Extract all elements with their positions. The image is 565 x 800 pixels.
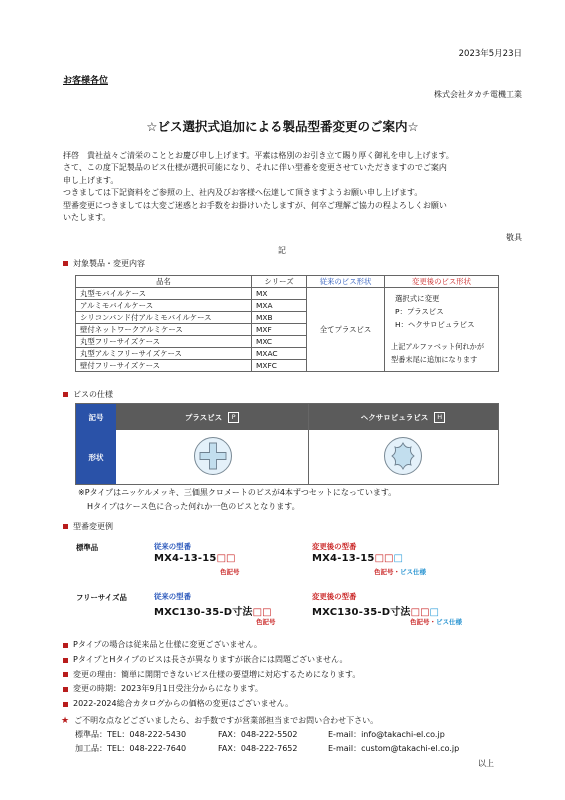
header-code-label: 記号 [76, 404, 116, 430]
header-hexalobular-screw: ヘクサロビュラビス H [308, 404, 498, 430]
new-std-spec-label: 色記号・ビス仕様 [374, 568, 426, 576]
header-shape-label: 形状 [76, 430, 116, 484]
old-free-color-code-label: 色記号 [256, 618, 276, 626]
section-screw-heading: ビスの仕様 [63, 389, 113, 400]
body-line: つきましては下記資料をご参照の上、社内及びお客様へ伝達して頂きますようお願い申し上げます。 [63, 188, 423, 198]
table-row: 丸型アルミフリーサイズケース MXAC [76, 348, 499, 360]
bullet-square-icon [63, 524, 68, 529]
document-date: 2023年5月23日 [458, 49, 522, 59]
col-header-series: シリーズ [252, 276, 307, 288]
body-line: 申し上げます。 [63, 175, 119, 185]
col-header-old-shape: 従来のビス形状 [307, 276, 385, 288]
table-row: 壁付ネットワークアルミケース MXF [76, 324, 499, 336]
screw-note-1: ※Pタイプはニッケルメッキ、三価黒クロメートのビスが4本ずつセットになっています。 [78, 488, 397, 497]
ki-mark: 記 [278, 246, 286, 255]
plus-screw-icon [193, 436, 233, 476]
hexalobular-screw-icon [383, 436, 423, 476]
table-row: 丸型フリーサイズケース MXC 上記アルファベット何れかが 型番末尾に追加になります [76, 336, 499, 348]
new-model-standard: MX4-13-15□□□ [312, 553, 403, 564]
new-model-heading: 変更後の型番 [312, 542, 357, 551]
contact-standard-fax: FAX：048-222-5502 [218, 730, 298, 739]
new-shape-note-cell: 上記アルファベット何れかが 型番末尾に追加になります [385, 336, 499, 372]
old-model-standard: MX4-13-15□□ [154, 553, 236, 564]
contact-custom-tel: 加工品：TEL：048-222-7640 [75, 744, 187, 753]
old-std-color-code-label: 色記号 [220, 568, 240, 576]
list-item: 2022-2024総合カタログからの価格の変更はございません。 [63, 697, 360, 712]
star-icon: ★ [61, 716, 70, 726]
standard-label: 標準品 [76, 543, 99, 552]
list-item: PタイプとHタイプのビスは長さが異なりますが嵌合には問題ございません。 [63, 653, 360, 668]
bullet-square-icon [63, 643, 68, 648]
notes-list [63, 638, 360, 712]
screw-spec-table [75, 403, 499, 485]
bullet-square-icon [63, 702, 68, 707]
body-line: いたします。 [63, 213, 111, 223]
list-item: 変更の時期：2023年9月1日受注分からになります。 [63, 682, 360, 697]
page-title: ☆ビス選択式追加による製品型番変更のご案内☆ [146, 119, 419, 134]
company-name: 株式会社タカチ電機工業 [434, 90, 522, 99]
body-line: さて、この度下記製品のビス仕様が選択可能になり、それに伴い型番を変更させていただきますのでご案内 [63, 163, 447, 173]
product-table [75, 275, 499, 372]
column-divider [308, 404, 309, 484]
section-products-heading: 対象製品・変更内容 [63, 258, 145, 269]
col-header-name: 品名 [76, 276, 252, 288]
contact-standard-email[interactable]: E-mail：info@takachi-el.co.jp [328, 730, 445, 739]
end-mark: 以上 [478, 759, 494, 768]
contact-intro: ★ ご不明な点などございましたら、お手数ですが営業部担当までお問い合わせ下さい。 [61, 716, 379, 726]
table-row: シリコンバンド付アルミモバイルケース MXB [76, 312, 499, 324]
freesize-label: フリーサイズ品 [76, 593, 127, 602]
contact-custom-fax: FAX：048-222-7652 [218, 744, 298, 753]
old-model-heading: 従来の型番 [154, 592, 191, 601]
new-model-freesize: MXC130-35-D寸法□□□ [312, 607, 439, 618]
col-header-new-shape: 変更後のビス形状 [385, 276, 499, 288]
header-plus-screw: プラスビス P [116, 404, 308, 430]
new-free-spec-label: 色記号・ビス仕様 [410, 618, 462, 626]
recipient: お客様各位 [63, 76, 109, 86]
list-item: Pタイプの場合は従来品と仕様に変更ございません。 [63, 638, 360, 653]
closing: 敬具 [506, 233, 522, 242]
letter-body [63, 150, 523, 224]
table-row: 壁付フリーサイズケース MXFC [76, 360, 499, 372]
list-item: 変更の理由：簡単に開閉できないビス仕様の要望増に対応するためになります。 [63, 668, 360, 683]
old-model-freesize: MXC130-35-D寸法□□ [154, 607, 272, 618]
body-line: 型番変更につきましては大変ご迷惑とお手数をお掛けいたしますが、何卒ご理解ご協力の程よろしくお願い [63, 200, 447, 210]
body-line: 拝啓 貴社益々ご清栄のこととお慶び申し上げます。平素は格別のお引き立て賜り厚く御礼を申し上げます。 [63, 151, 454, 160]
table-row: アルミモバイルケース MXA [76, 300, 499, 312]
section-example-heading: 型番変更例 [63, 521, 113, 532]
contact-standard-tel: 標準品：TEL：048-222-5430 [75, 730, 187, 739]
bullet-square-icon [63, 687, 68, 692]
bullet-square-icon [63, 261, 68, 266]
bullet-square-icon [63, 392, 68, 397]
bullet-square-icon [63, 672, 68, 677]
contact-custom-email[interactable]: E-mail：custom@takachi-el.co.jp [328, 744, 460, 753]
bullet-square-icon [63, 658, 68, 663]
new-model-heading: 変更後の型番 [312, 592, 357, 601]
old-shape-cell: 全てプラスビス [307, 288, 385, 372]
table-row: 丸型モバイルケース MX 全てプラスビス 選択式に変更 P：プラスビス H：ヘクサロビュラビス [76, 288, 499, 300]
new-shape-cell: 選択式に変更 P：プラスビス H：ヘクサロビュラビス [385, 288, 499, 336]
old-model-heading: 従来の型番 [154, 542, 191, 551]
screw-note-2: Hタイプはケース色に合った何れか一色のビスとなります。 [87, 502, 300, 511]
